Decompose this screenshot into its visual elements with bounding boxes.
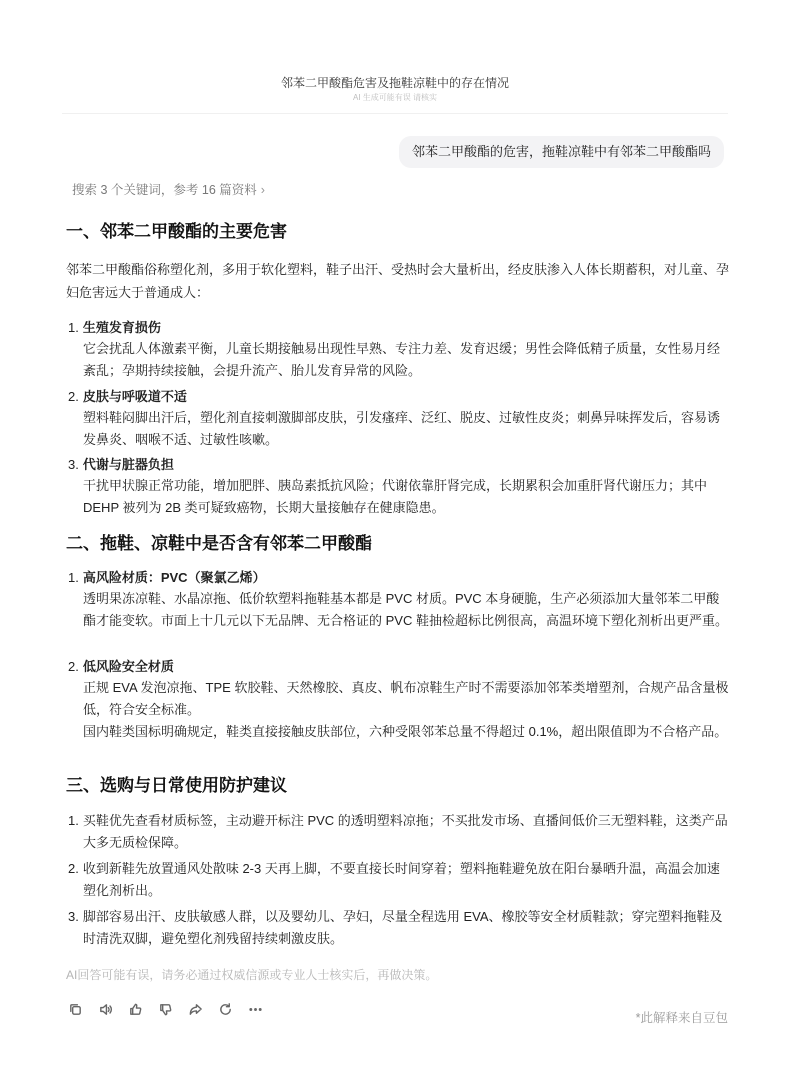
list-item-text: 脚部容易出汗、皮肤敏感人群，以及婴幼儿、孕妇，尽量全程选用 EVA、橡胶等安全材质鞋款；穿完塑料拖鞋及时清洗双脚，避免塑化剂残留持续刺激皮肤。 [82, 909, 723, 946]
list-number: 3. [68, 909, 79, 924]
list-item [68, 387, 732, 451]
list-item-body-note: 国内鞋类国标明确规定，鞋类直接接触皮肤部位，六种受限邻苯总量不得超过 0.1%，超出限值即为不合格产品。 [83, 724, 728, 739]
list-number: 1. [68, 570, 79, 585]
ai-notice: AI 生成可能有误 请核实 [352, 93, 437, 102]
list-item-text: 买鞋优先查看材质标签，主动避开标注 PVC 的透明塑料凉拖；不买批发市场、直播间低价三无塑料鞋，这类产品大多无质检保障。 [82, 813, 728, 850]
more-icon[interactable] [246, 1000, 264, 1018]
thumbs-up-icon[interactable] [126, 1000, 144, 1018]
list-number: 1. [68, 813, 79, 828]
copy-icon[interactable] [66, 1000, 84, 1018]
list-number: 2. [68, 389, 79, 404]
list-item-body: 塑料鞋闷脚出汗后，塑化剂直接刺激脚部皮肤，引发瘙痒、泛红、脱皮、过敏性皮炎；刺鼻异味挥发后，容易诱发鼻炎、咽喉不适、过敏性咳嗽。 [83, 410, 721, 447]
source-credit: *此解释来自豆包 [635, 1011, 728, 1025]
list-number: 1. [68, 320, 79, 335]
list-item-text: 收到新鞋先放置通风处散味 2-3 天再上脚，不要直接长时间穿着；塑料拖鞋避免放在阳台暴晒升温，高温会加速塑化剂析出。 [82, 861, 720, 898]
list-item-title: 高风险材质：PVC（聚氯乙烯） [82, 570, 266, 585]
list-item [68, 906, 732, 950]
list-item-body: 干扰甲状腺正常功能，增加肥胖、胰岛素抵抗风险；代谢依靠肝肾完成，长期累积会加重肝肾代谢压力；其中 DEHP 被列为 2B 类可疑致癌物，长期大量接触存在健康隐患。 [83, 478, 708, 515]
list-item [68, 810, 732, 854]
list-number: 2. [68, 659, 79, 674]
search-summary-link[interactable] [72, 181, 265, 199]
message-action-bar [66, 1000, 264, 1018]
share-icon[interactable] [186, 1000, 204, 1018]
list-item-body: 正规 EVA 发泡凉拖、TPE 软胶鞋、天然橡胶、真皮、帆布凉鞋生产时不需要添加邻苯类增塑剂，合规产品含量极低，符合安全标准。 [83, 680, 729, 717]
user-message-bubble: 邻苯二甲酸酯的危害，拖鞋凉鞋中有邻苯二甲酸酯吗 [399, 136, 724, 168]
list-number: 3. [68, 457, 79, 472]
list-item [68, 318, 732, 382]
list-item [68, 568, 732, 632]
ai-disclaimer: AI回答可能有误，请务必通过权威信源或专业人士核实后，再做决策。 [66, 968, 438, 982]
list-item-title: 皮肤与呼吸道不适 [82, 389, 187, 404]
header-divider [62, 113, 728, 114]
regenerate-icon[interactable] [216, 1000, 234, 1018]
list-item-body: 透明果冻凉鞋、水晶凉拖、低价软塑料拖鞋基本都是 PVC 材质。PVC 本身硬脆，生产必须添加大量邻苯二甲酸酯才能变软。市面上十几元以下无品牌、无合格证的 PVC 鞋抽检超标比例很高，高温环境下塑化剂析出更严重。 [83, 591, 728, 628]
list-item-title: 生殖发育损伤 [82, 320, 161, 335]
list-number: 2. [68, 861, 79, 876]
section-heading: 二、拖鞋、凉鞋中是否含有邻苯二甲酸酯 [66, 534, 372, 553]
list-item [68, 657, 732, 743]
list-item-title: 代谢与脏器负担 [82, 457, 174, 472]
conversation-header [0, 74, 790, 104]
speaker-icon[interactable] [96, 1000, 114, 1018]
list-item [68, 858, 732, 902]
section-heading: 一、邻苯二甲酸酯的主要危害 [66, 222, 287, 241]
thumbs-down-icon[interactable] [156, 1000, 174, 1018]
section-heading: 三、选购与日常使用防护建议 [66, 776, 287, 795]
list-item-title: 低风险安全材质 [82, 659, 174, 674]
list-item-body: 它会扰乱人体激素平衡，儿童长期接触易出现性早熟、专注力差、发育迟缓；男性会降低精子质量，女性易月经紊乱；孕期持续接触，会提升流产、胎儿发育异常的风险。 [83, 341, 721, 378]
section-intro: 邻苯二甲酸酯俗称塑化剂，多用于软化塑料，鞋子出汗、受热时会大量析出，经皮肤渗入人体长期蓄积，对儿童、孕妇危害远大于普通成人： [66, 262, 730, 300]
chevron-right-icon: › [260, 183, 265, 197]
search-summary-text: 搜索 3 个关键词，参考 16 篇资料 [72, 183, 257, 197]
list-item [68, 455, 732, 519]
conversation-title: 邻苯二甲酸酯危害及拖鞋凉鞋中的存在情况 [280, 76, 509, 90]
